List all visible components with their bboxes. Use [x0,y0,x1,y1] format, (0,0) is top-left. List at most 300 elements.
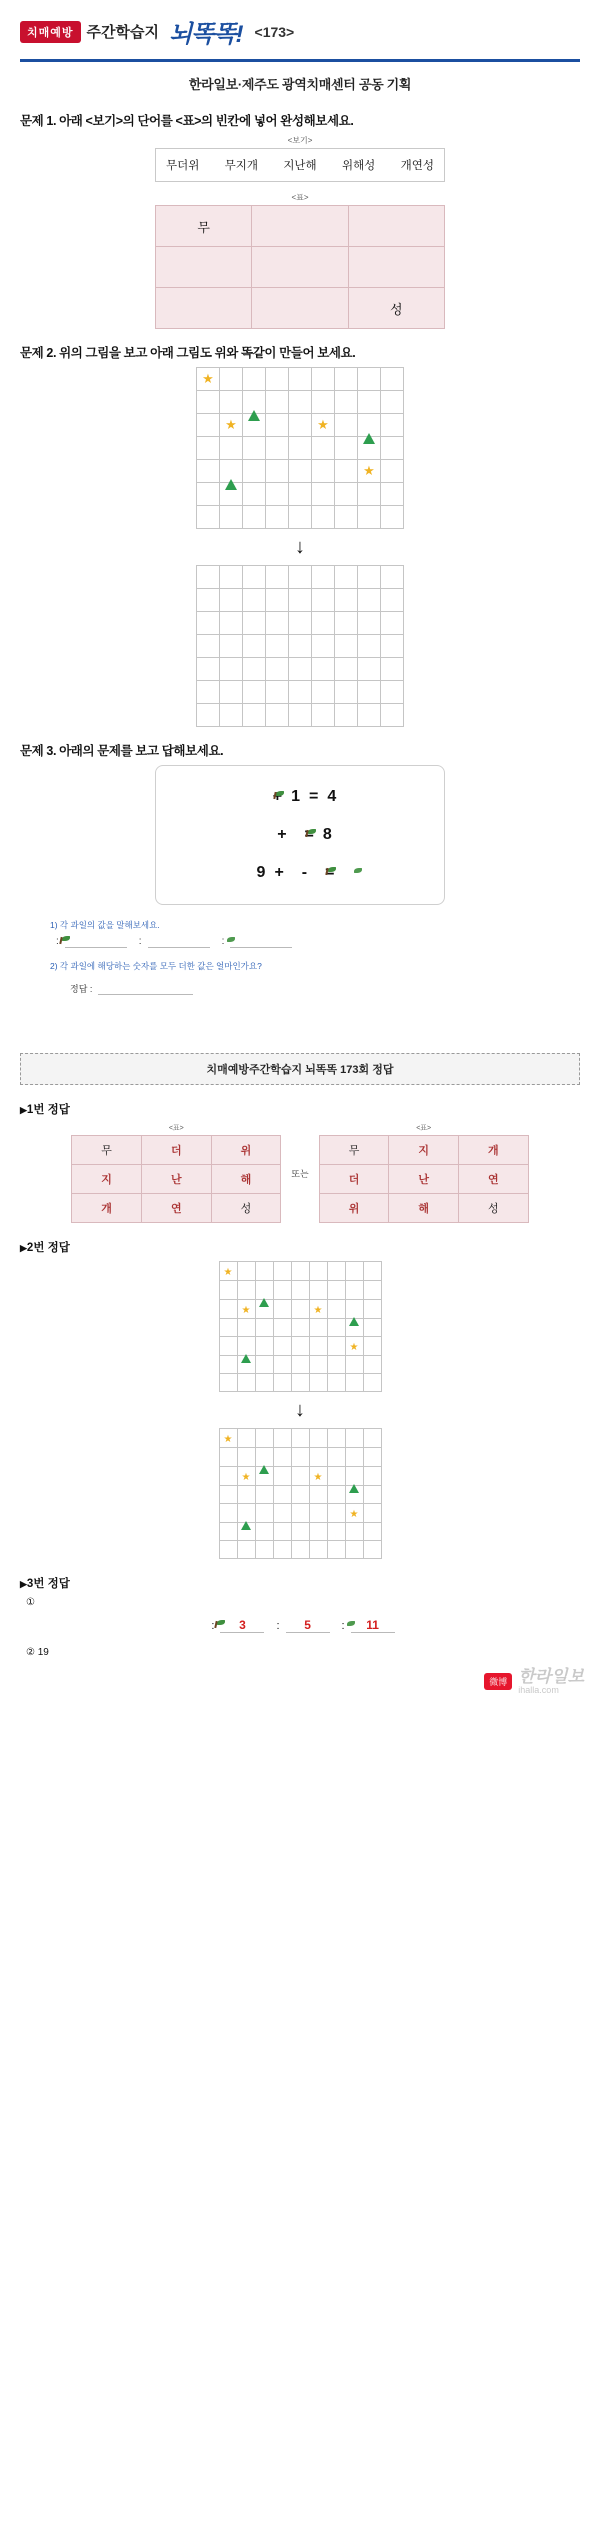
grid-cell[interactable] [266,506,289,529]
grid-cell[interactable] [243,566,266,589]
grid-cell[interactable] [309,1319,327,1337]
grid-cell[interactable] [220,437,243,460]
grid-cell[interactable] [312,460,335,483]
grid-cell[interactable] [312,681,335,704]
grid-cell[interactable] [381,681,404,704]
grid-cell[interactable] [289,414,312,437]
grid-cell[interactable] [252,288,348,329]
grid-cell[interactable] [309,1448,327,1467]
grid-cell[interactable] [266,681,289,704]
grid-cell[interactable] [197,589,220,612]
grid-cell[interactable] [335,391,358,414]
grid-cell[interactable] [345,1281,363,1300]
table-row [197,704,404,727]
grid-cell[interactable] [363,1319,381,1337]
grid-cell[interactable] [335,589,358,612]
grid-cell[interactable] [273,1541,291,1559]
grid-cell[interactable] [197,391,220,414]
table-row [219,1300,381,1319]
grid-cell[interactable] [381,460,404,483]
grid-cell[interactable] [220,391,243,414]
grid-cell[interactable] [220,483,243,506]
grid-cell[interactable] [289,658,312,681]
grid-cell[interactable] [381,506,404,529]
grid-cell[interactable] [255,1541,273,1559]
grid-cell[interactable] [219,1467,237,1486]
grid-cell[interactable] [255,1448,273,1467]
grid-cell[interactable] [291,1262,309,1281]
grid-cell[interactable] [345,1541,363,1559]
grid-cell[interactable] [237,1262,255,1281]
grid-cell[interactable] [266,612,289,635]
answer-cell: 더 [319,1165,389,1194]
grid-cell[interactable] [219,1504,237,1523]
grid-cell[interactable] [335,681,358,704]
grid-cell[interactable] [381,658,404,681]
answer-2-bottom-grid-wrap [0,1428,600,1559]
grid-cell[interactable] [312,635,335,658]
grid-cell[interactable] [327,1262,345,1281]
grid-cell[interactable] [197,460,220,483]
grid-cell[interactable] [335,658,358,681]
grid-cell[interactable] [345,1504,363,1523]
grid-cell[interactable] [197,506,220,529]
grid-cell[interactable] [363,1429,381,1448]
grid-cell[interactable] [220,704,243,727]
grid-cell[interactable] [237,1541,255,1559]
grid-cell[interactable] [237,1523,255,1541]
plus-sign: + [272,788,283,805]
grid-cell[interactable] [243,483,266,506]
grid-cell[interactable]: 성 [348,288,444,329]
grid-cell[interactable] [219,1281,237,1300]
star-icon: ★ [313,1305,323,1316]
table-row [219,1429,381,1448]
grid-cell[interactable] [273,1300,291,1319]
grid-cell[interactable] [237,1448,255,1467]
grid-cell[interactable] [345,1523,363,1541]
grid-cell[interactable] [273,1486,291,1504]
grid-cell[interactable] [156,247,252,288]
grid-cell[interactable] [219,1262,237,1281]
question-2-blank-grid-wrap [0,565,600,727]
grid-cell[interactable] [255,1486,273,1504]
grid-cell[interactable] [291,1541,309,1559]
grid-cell[interactable] [220,635,243,658]
grid-cell[interactable] [220,566,243,589]
grid-cell[interactable] [237,1300,255,1319]
question-3-sub-2: 2) 각 과일에 해당하는 숫자를 모두 더한 값은 얼마인가요? [50,961,262,971]
grid-cell[interactable] [291,1319,309,1337]
melon-answer-blank[interactable] [148,935,210,948]
grid-cell[interactable] [197,437,220,460]
grid-cell[interactable] [273,1448,291,1467]
grid-cell[interactable] [266,658,289,681]
grid-cell[interactable] [345,1467,363,1486]
grid-cell[interactable] [237,1486,255,1504]
grid-cell[interactable] [327,1300,345,1319]
grid-cell[interactable] [358,566,381,589]
grid-cell[interactable] [237,1429,255,1448]
grid-cell[interactable] [312,506,335,529]
grid-cell[interactable] [289,460,312,483]
grid-cell[interactable] [243,414,266,437]
grid-cell[interactable] [255,1523,273,1541]
table-row [219,1541,381,1559]
grid-cell[interactable] [363,1374,381,1392]
answer-cell: 연 [459,1165,529,1194]
grid-cell[interactable] [266,437,289,460]
grid-cell[interactable] [219,1486,237,1504]
apple-answer-blank[interactable] [65,935,127,948]
grid-cell[interactable] [243,589,266,612]
grid-cell[interactable] [243,704,266,727]
grid-cell[interactable] [255,1467,273,1486]
answer-3-item-2: ② 19 [26,1647,49,1658]
grid-cell[interactable] [266,391,289,414]
grid-cell[interactable] [156,288,252,329]
grid-cell[interactable] [291,1504,309,1523]
grid-cell[interactable] [289,566,312,589]
grid-cell[interactable] [309,1541,327,1559]
grid-cell[interactable] [237,1467,255,1486]
grid-cell[interactable] [363,1504,381,1523]
grid-cell[interactable] [273,1356,291,1374]
grid-cell[interactable] [363,1541,381,1559]
grid-cell[interactable] [237,1356,255,1374]
grid-cell[interactable] [289,704,312,727]
grid-cell[interactable] [255,1319,273,1337]
grid-cell[interactable] [312,437,335,460]
bogi-word: 위해성 [341,160,376,172]
grid-cell[interactable] [243,506,266,529]
grid-cell[interactable] [327,1467,345,1486]
grid-cell[interactable] [335,704,358,727]
grid-cell[interactable] [309,1486,327,1504]
grid-cell[interactable] [312,704,335,727]
grid-cell[interactable] [243,368,266,391]
grid-cell[interactable] [273,1262,291,1281]
grid-cell[interactable] [327,1356,345,1374]
grid-cell[interactable] [266,368,289,391]
grid-cell[interactable] [266,566,289,589]
grid-cell[interactable] [289,681,312,704]
grid-cell[interactable] [381,391,404,414]
grid-cell[interactable] [252,247,348,288]
grid-cell[interactable] [312,589,335,612]
grid-cell[interactable] [291,1429,309,1448]
grid-cell[interactable] [291,1523,309,1541]
grid-cell[interactable] [363,1262,381,1281]
grid-cell[interactable] [345,1337,363,1356]
grid-cell[interactable] [255,1504,273,1523]
grid-cell[interactable] [312,368,335,391]
bogi-word: 개연성 [400,160,434,172]
grid-cell[interactable] [348,247,444,288]
grid-cell[interactable] [220,681,243,704]
grid-cell[interactable] [289,635,312,658]
grid-cell[interactable] [348,206,444,247]
number: 1 [291,788,300,805]
grid-cell[interactable]: 무 [156,206,252,247]
grid-cell[interactable] [197,566,220,589]
grid-cell[interactable] [381,368,404,391]
grid-cell[interactable] [289,612,312,635]
grid-cell[interactable] [220,414,243,437]
grid-cell[interactable] [273,1504,291,1523]
grid-cell[interactable] [255,1356,273,1374]
grid-cell[interactable] [358,658,381,681]
grid-cell[interactable] [327,1337,345,1356]
grid-cell[interactable] [255,1281,273,1300]
grid-cell[interactable] [358,704,381,727]
grid-cell[interactable] [219,1448,237,1467]
grid-cell[interactable] [363,1486,381,1504]
grid-cell[interactable] [381,566,404,589]
grid-cell[interactable] [291,1486,309,1504]
grid-cell[interactable] [266,635,289,658]
grid-cell[interactable] [291,1467,309,1486]
table-row [197,658,404,681]
grid-cell[interactable] [335,368,358,391]
peach-answer-blank[interactable] [230,935,292,948]
grid-cell[interactable] [197,635,220,658]
grid-cell[interactable] [309,1262,327,1281]
grid-cell[interactable] [381,635,404,658]
grid-cell[interactable] [219,1523,237,1541]
grid-cell[interactable] [345,1374,363,1392]
grid-cell[interactable] [255,1374,273,1392]
grid-cell[interactable] [363,1337,381,1356]
grid-cell[interactable] [335,635,358,658]
page-header [0,0,600,55]
grid-cell[interactable] [291,1448,309,1467]
number: 4 [327,788,337,805]
grid-cell[interactable] [335,437,358,460]
grid-cell[interactable] [289,368,312,391]
grid-cell[interactable] [335,612,358,635]
grid-cell[interactable] [219,1356,237,1374]
grid-cell[interactable] [381,589,404,612]
grid-cell[interactable] [309,1281,327,1300]
grid-cell[interactable] [197,704,220,727]
table-row [156,288,445,329]
grid-cell[interactable] [312,391,335,414]
grid-cell[interactable] [363,1467,381,1486]
grid-cell[interactable] [358,483,381,506]
grid-cell[interactable] [345,1448,363,1467]
grid-cell[interactable] [289,437,312,460]
grid-cell[interactable] [219,1429,237,1448]
grid-cell[interactable] [197,483,220,506]
grid-cell[interactable] [335,566,358,589]
grid-cell[interactable] [273,1281,291,1300]
grid-cell[interactable] [289,506,312,529]
grid-cell[interactable] [327,1486,345,1504]
grid-cell[interactable] [381,414,404,437]
question-2-blank-grid[interactable] [196,565,404,727]
answer-cell: 위 [319,1194,389,1223]
grid-cell[interactable] [345,1300,363,1319]
answer-2-top-grid-wrap [0,1261,600,1392]
grid-cell[interactable] [266,483,289,506]
grid-cell[interactable] [358,391,381,414]
grid-cell[interactable] [266,460,289,483]
grid-cell[interactable] [345,1356,363,1374]
grid-cell[interactable] [237,1504,255,1523]
grid-cell[interactable] [358,681,381,704]
answer-2-bottom-grid [219,1428,382,1559]
grid-cell[interactable] [309,1467,327,1486]
grid-cell[interactable] [243,681,266,704]
grid-cell[interactable] [358,506,381,529]
grid-cell[interactable] [237,1337,255,1356]
grid-cell[interactable] [327,1504,345,1523]
grid-cell[interactable] [312,483,335,506]
grid-cell[interactable] [243,391,266,414]
grid-cell[interactable] [381,704,404,727]
grid-cell[interactable] [345,1429,363,1448]
grid-cell[interactable] [255,1300,273,1319]
grid-cell[interactable] [335,506,358,529]
grid-cell[interactable] [273,1523,291,1541]
grid-cell[interactable] [197,612,220,635]
grid-cell[interactable] [219,1374,237,1392]
grid-cell[interactable] [219,1300,237,1319]
grid-cell[interactable] [273,1429,291,1448]
grid-cell[interactable] [255,1337,273,1356]
grid-cell[interactable] [220,658,243,681]
grid-cell[interactable] [335,483,358,506]
grid-cell[interactable] [291,1281,309,1300]
grid-cell[interactable] [312,658,335,681]
grid-cell[interactable] [237,1281,255,1300]
apple-value: 3 [220,1618,264,1633]
grid-cell[interactable] [291,1374,309,1392]
grid-cell[interactable] [291,1300,309,1319]
grid-cell[interactable] [243,437,266,460]
grid-cell[interactable] [345,1486,363,1504]
grid-cell[interactable] [335,414,358,437]
grid-cell[interactable] [309,1523,327,1541]
grid-cell[interactable] [335,460,358,483]
grid-cell[interactable] [197,681,220,704]
grid-cell[interactable] [243,612,266,635]
grid-cell[interactable] [358,589,381,612]
grid-cell[interactable] [266,414,289,437]
grid-cell[interactable] [220,460,243,483]
grid-cell[interactable] [363,1281,381,1300]
grid-cell[interactable] [197,368,220,391]
minus-sign: - [301,864,308,881]
grid-cell[interactable] [237,1319,255,1337]
grid-cell[interactable] [309,1429,327,1448]
grid-cell[interactable] [312,612,335,635]
grid-cell[interactable] [291,1356,309,1374]
grid-cell[interactable] [220,368,243,391]
grid-cell[interactable] [289,589,312,612]
question-1-title: 문제 1. 아래 <보기>의 단어를 <표>의 빈칸에 넣어 완성해보세요. [20,114,354,128]
grid-cell[interactable] [327,1541,345,1559]
grid-cell[interactable] [381,483,404,506]
grid-cell[interactable] [327,1429,345,1448]
grid-cell[interactable] [309,1504,327,1523]
grid-cell[interactable] [255,1429,273,1448]
grid-cell[interactable] [309,1374,327,1392]
answer-label: 정답 : [70,984,93,994]
grid-cell[interactable] [358,460,381,483]
table-row [197,437,404,460]
grid-cell[interactable] [197,658,220,681]
grid-cell[interactable] [363,1300,381,1319]
grid-cell[interactable] [363,1523,381,1541]
grid-cell[interactable] [358,368,381,391]
number: 9 [256,864,266,881]
grid-cell[interactable] [273,1319,291,1337]
grid-cell[interactable] [243,635,266,658]
grid-cell[interactable] [243,658,266,681]
grid-cell[interactable] [327,1319,345,1337]
grid-cell[interactable] [219,1337,237,1356]
grid-cell[interactable] [273,1337,291,1356]
grid-cell[interactable] [381,437,404,460]
grid-cell[interactable] [219,1319,237,1337]
grid-cell[interactable] [312,414,335,437]
grid-cell[interactable] [252,206,348,247]
grid-cell[interactable] [219,1541,237,1559]
grid-cell[interactable] [309,1356,327,1374]
answer-blank[interactable] [98,982,193,995]
grid-cell[interactable] [358,635,381,658]
grid-cell[interactable] [289,483,312,506]
grid-cell[interactable] [312,566,335,589]
grid-cell[interactable] [243,460,266,483]
grid-cell[interactable] [358,437,381,460]
grid-cell[interactable] [266,589,289,612]
grid-cell[interactable] [266,704,289,727]
grid-cell[interactable] [289,391,312,414]
bogi-word: 지난해 [283,160,317,172]
grid-cell[interactable] [345,1319,363,1337]
grid-cell[interactable] [363,1356,381,1374]
grid-cell[interactable] [358,612,381,635]
grid-cell[interactable] [358,414,381,437]
table-row [197,612,404,635]
grid-cell[interactable] [220,506,243,529]
grid-cell[interactable] [220,612,243,635]
grid-cell[interactable] [309,1300,327,1319]
equals-sign: = [325,864,335,881]
grid-cell[interactable] [197,414,220,437]
grid-cell[interactable] [291,1337,309,1356]
grid-cell[interactable] [327,1448,345,1467]
star-icon: ★ [241,1305,251,1316]
grid-cell[interactable] [273,1374,291,1392]
grid-cell[interactable] [345,1262,363,1281]
colon: : [138,936,142,947]
grid-cell[interactable] [363,1448,381,1467]
grid-cell[interactable] [327,1281,345,1300]
grid-cell[interactable] [327,1374,345,1392]
grid-cell[interactable] [273,1467,291,1486]
grid-cell[interactable] [237,1374,255,1392]
grid-cell[interactable] [381,612,404,635]
grid-cell[interactable] [327,1523,345,1541]
grid-cell[interactable] [309,1337,327,1356]
answer-cell: 성 [459,1194,529,1223]
grid-cell[interactable] [255,1262,273,1281]
grid-cell[interactable] [220,589,243,612]
